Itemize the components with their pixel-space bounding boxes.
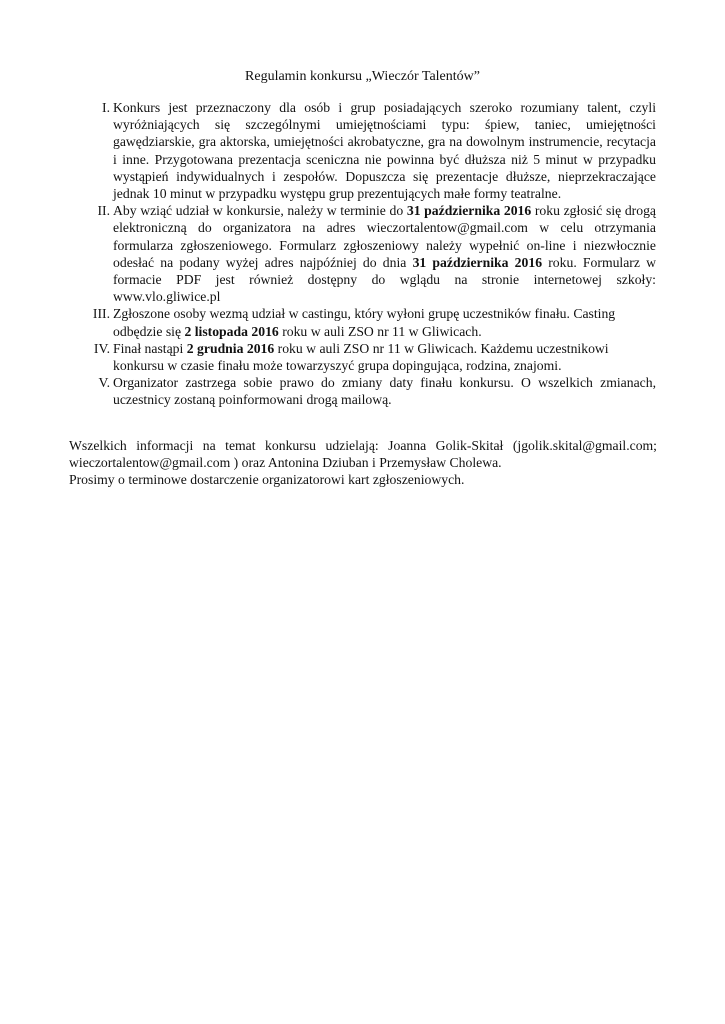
rule-text-part: roku. Formularz w formacie PDF jest również dostępny do wglądu na stronie internetowej szkoły: www.vlo.gliwice.pl	[113, 254, 657, 305]
contact-section	[69, 437, 657, 489]
rule-text: Konkurs jest przeznaczony dla osób i grup posiadających szeroko rozumiany talent, czyli wyróżniających się szczególnymi umiejętnościami typu: śpiew, taniec, umiejętności gawędziarskie, gra aktorska, umiejętności akrobatyczne, gra na dowolnym instrumencie, recytacja i inne. Przygotowana prezentacja sceniczna nie powinna być dłuższa niż 5 minut w przypadku wystąpień indywidualnych i zespołów. Dopuszcza się prezentacje dłuższe, nieprzekraczające jednak 10 minut w przypadku występu grup prezentujących małe formy teatralne.	[113, 100, 656, 202]
rule-text-part: Aby wziąć udział w konkursie, należy w terminie do	[113, 203, 407, 219]
rule-item-5	[80, 374, 656, 408]
rule-text-part: Finał nastąpi	[113, 340, 187, 356]
rule-number: I.	[102, 100, 110, 115]
rule-text-part: roku w auli ZSO nr 11 w Gliwicach. Każdemu uczestnikowi konkursu w czasie finału może towarzyszyć grupa dopingująca, rodzina, znajomi.	[113, 340, 609, 374]
rule-item-3	[80, 305, 656, 339]
closing-text: Prosimy o terminowe dostarczenie organizatorowi kart zgłoszeniowych.	[69, 472, 465, 488]
contact-text: Wszelkich informacji na temat konkursu udzielają: Joanna Golik-Skitał (jgolik.skital@gmail.com;	[69, 438, 657, 453]
rule-number: III.	[92, 306, 110, 322]
rule-text-part: Zgłoszone osoby wezmą udział w castingu, który wyłoni grupę uczestników finału. Casting odbędzie się	[113, 306, 616, 339]
rule-number: II.	[97, 203, 110, 219]
rule-text	[113, 340, 656, 374]
contact-text: wieczortalentow@gmail.com ) oraz Antonina Dziuban i Przemysław Cholewa.	[69, 455, 502, 471]
rule-text-part: roku w auli ZSO nr 11 w Gliwicach.	[278, 323, 482, 339]
rule-text-part: roku zgłosić się drogą elektroniczną do organizatora na adres wieczortalentow@gmail.com w celu otrzymania formularza zgłoszeniowego. Formularz zgłoszeniowy należy wypełnić on-line i niezwłocznie odesłać na podany wyżej adres najpóźniej do dnia	[113, 203, 657, 270]
deadline-date: 31 października 2016	[406, 203, 532, 219]
rule-text	[113, 202, 656, 305]
document-title: Regulamin konkursu „Wieczór Talentów”	[245, 69, 480, 84]
rule-item-2	[80, 202, 656, 305]
deadline-date: 31 października 2016	[412, 254, 543, 270]
rule-number: IV.	[93, 340, 110, 356]
rules-list	[80, 99, 656, 409]
final-date: 2 grudnia 2016	[186, 340, 275, 356]
rule-item-1	[80, 99, 656, 202]
rule-number: V.	[98, 375, 110, 391]
rule-text: Organizator zastrzega sobie prawo do zmiany daty finału konkursu. O wszelkich zmianach, uczestnicy zostaną poinformowani drogą mailową.	[113, 375, 656, 408]
casting-date: 2 listopada 2016	[184, 323, 279, 339]
rule-text	[113, 305, 656, 339]
rule-item-4	[80, 340, 656, 374]
